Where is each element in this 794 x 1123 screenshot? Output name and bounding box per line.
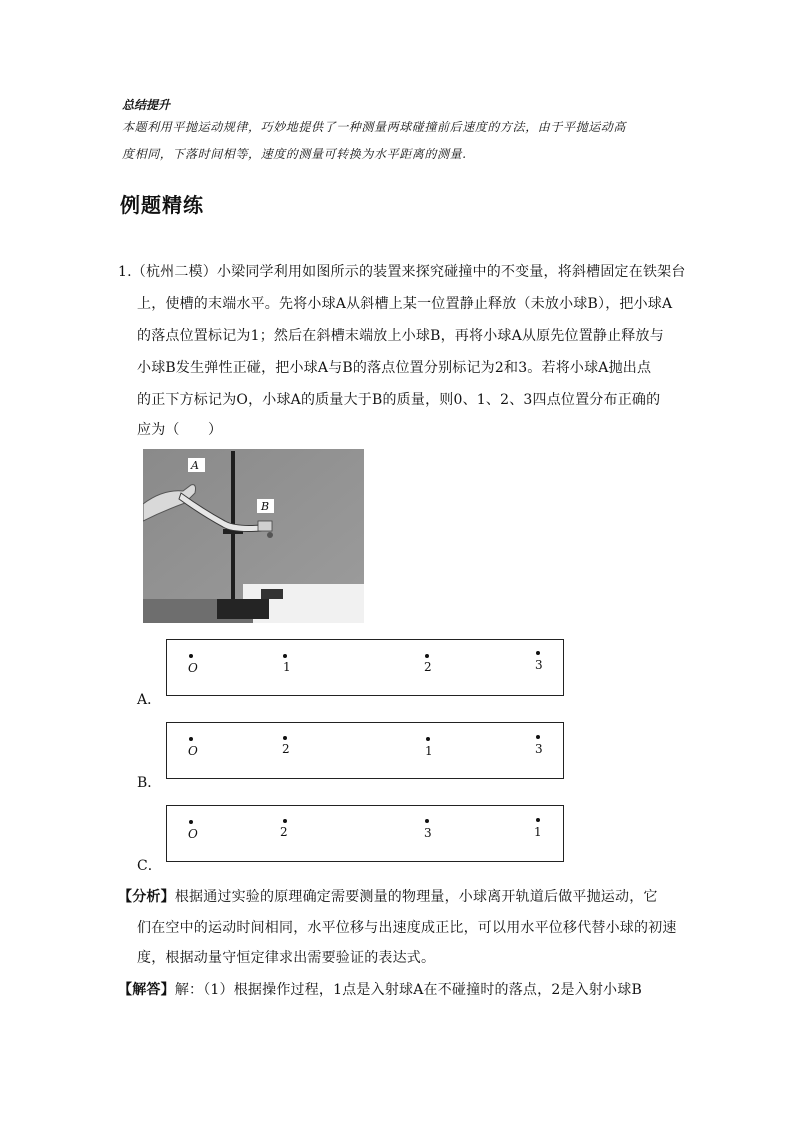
option-b-label[interactable]: B． — [137, 775, 162, 791]
option-b-diagram — [166, 722, 564, 779]
point-label: O — [188, 661, 198, 675]
point-label: 3 — [535, 742, 543, 756]
question-line: 的正下方标记为O，小球A的质量大于B的质量，则0、1、2、3四点位置分布正确的 — [137, 392, 661, 408]
answer-text: 解：（1）根据操作过程，1点是入射球A在不碰撞时的落点，2是入射小球B — [174, 982, 642, 998]
answer-line — [118, 979, 642, 999]
experiment-photo — [143, 449, 364, 623]
point-dot — [425, 654, 429, 658]
question-line: 的落点位置标记为1；然后在斜槽末端放上小球B，再将小球A从原先位置静止释放与 — [137, 328, 664, 344]
point-dot — [189, 654, 193, 658]
photo-label-a: A — [191, 459, 199, 472]
summary-line: 本题利用平抛运动规律，巧妙地提供了一种测量两球碰撞前后速度的方法，由于平抛运动高 — [122, 120, 627, 134]
point-dot — [536, 735, 540, 739]
option-a-label[interactable]: A． — [137, 692, 162, 708]
analysis-tag: 【分析】 — [118, 889, 175, 905]
point-dot — [283, 819, 287, 823]
point-dot — [536, 651, 540, 655]
point-label: 3 — [424, 826, 432, 840]
point-label: 1 — [283, 660, 291, 674]
option-c-diagram — [166, 805, 564, 862]
point-dot — [283, 736, 287, 740]
point-dot — [425, 819, 429, 823]
point-dot — [426, 737, 430, 741]
option-a-diagram — [166, 639, 564, 696]
point-label: 2 — [280, 825, 288, 839]
option-c-label[interactable]: C． — [137, 858, 162, 874]
point-label: 3 — [535, 658, 543, 672]
point-dot — [536, 818, 540, 822]
analysis-line: 度，根据动量守恒定律求出需要验证的表达式。 — [137, 950, 436, 966]
point-label: 1 — [425, 744, 433, 758]
question-line: 上，使槽的末端水平。先将小球A从斜槽上某一位置静止释放（未放小球B），把小球A — [137, 296, 673, 312]
point-label: 2 — [282, 742, 290, 756]
answer-tag: 【解答】 — [118, 982, 175, 998]
point-dot — [189, 820, 193, 824]
photo-label-b: B — [261, 500, 270, 513]
point-label: O — [188, 744, 198, 758]
question-line: 小球B发生弹性正碰，把小球A与B的落点位置分别标记为2和3。若将小球A抛出点 — [137, 360, 652, 376]
point-label: 1 — [534, 825, 542, 839]
point-label: 2 — [424, 660, 432, 674]
summary-heading: 总结提升 — [122, 98, 171, 112]
point-dot — [283, 654, 287, 658]
point-dot — [189, 737, 193, 741]
section-title: 例题精练 — [120, 193, 204, 217]
point-label: O — [188, 827, 198, 841]
analysis-line: 们在空中的运动时间相同，水平位移与出速度成正比，可以用水平位移代替小球的初速 — [137, 920, 677, 936]
analysis-text: 根据通过实验的原理确定需要测量的物理量，小球离开轨道后做平抛运动，它 — [174, 889, 658, 905]
analysis-line — [118, 886, 658, 906]
question-line: 应为（ ） — [137, 422, 223, 438]
question-line: 1.（杭州二模）小梁同学利用如图所示的装置来探究碰撞中的不变量，将斜槽固定在铁架台 — [118, 264, 686, 280]
summary-line: 度相同，下落时间相等，速度的测量可转换为水平距离的测量. — [122, 147, 467, 161]
